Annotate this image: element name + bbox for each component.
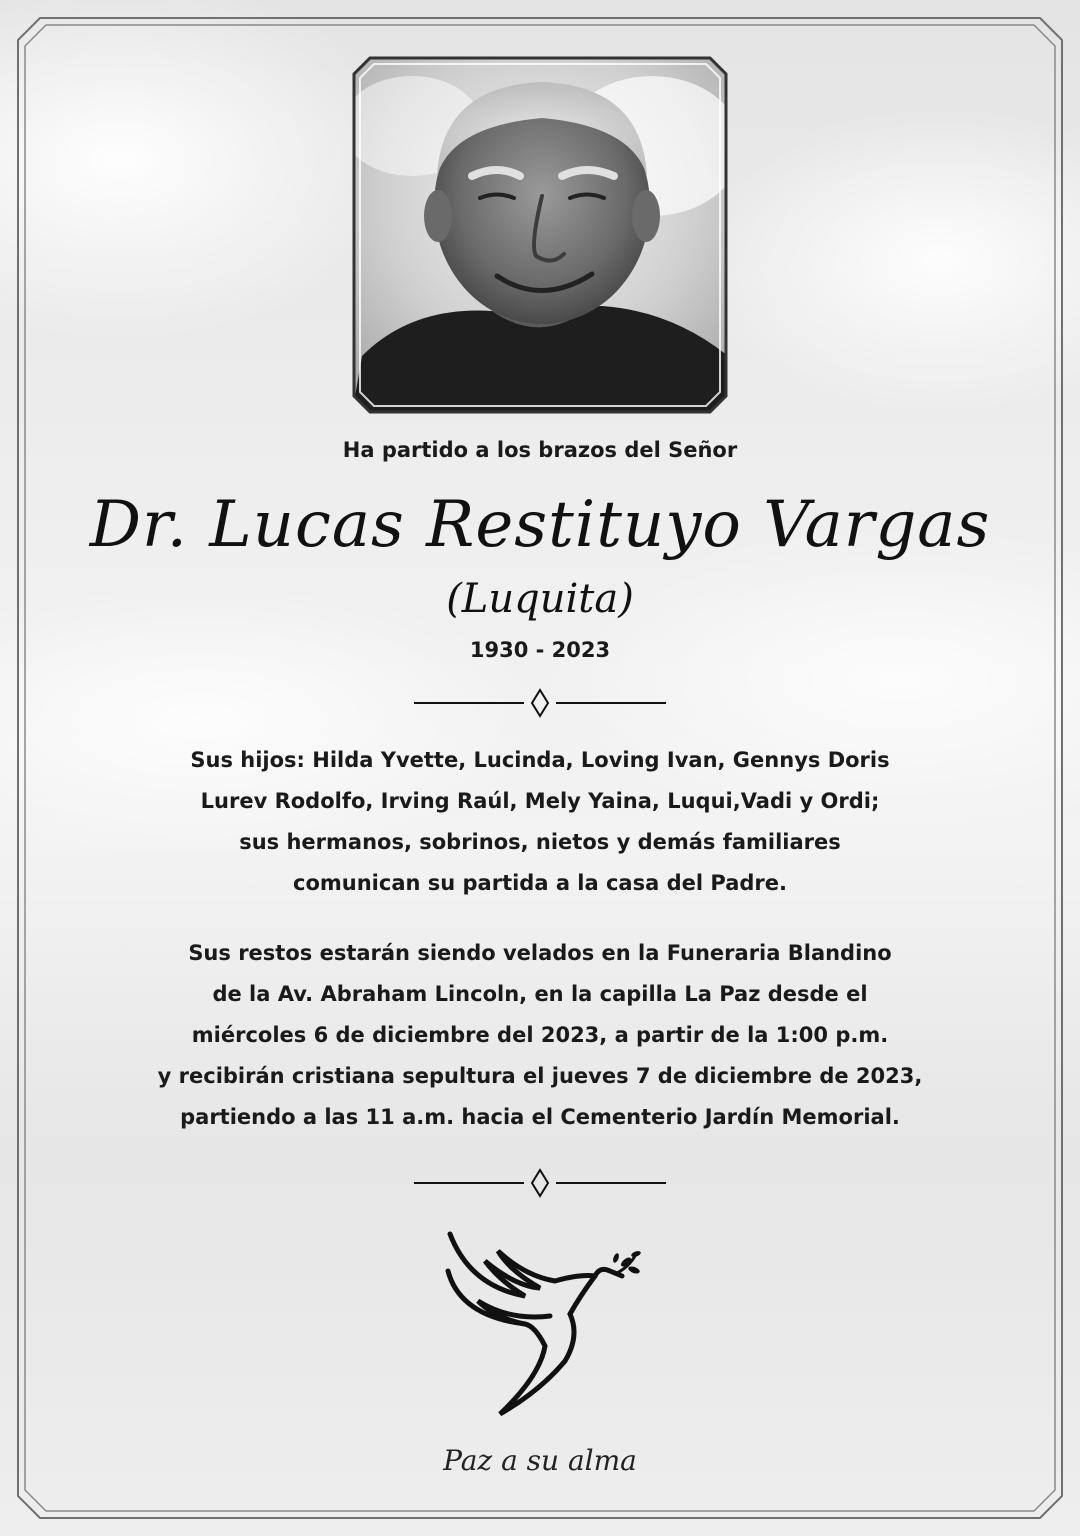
- dove-with-olive-branch-icon: [430, 1226, 650, 1426]
- service-line: de la Av. Abraham Lincoln, en la capilla La Paz desde el: [212, 982, 868, 1006]
- portrait-photo: [352, 56, 728, 414]
- family-line: Lurev Rodolfo, Irving Raúl, Mely Yaina, Luqui,Vadi y Ordi;: [200, 789, 880, 813]
- life-years: 1930 - 2023: [469, 638, 611, 662]
- family-line: sus hermanos, sobrinos, nietos y demás familiares: [239, 830, 841, 854]
- service-line: Sus restos estarán siendo velados en la Funeraria Blandino: [188, 941, 892, 965]
- service-line: partiendo a las 11 a.m. hacia el Cementerio Jardín Memorial.: [180, 1105, 900, 1129]
- family-line: comunican su partida a la casa del Padre.: [293, 871, 787, 895]
- service-paragraph: [90, 933, 990, 1138]
- service-line: y recibirán cristiana sepultura el jueves 7 de diciembre de 2023,: [157, 1064, 923, 1088]
- diamond-divider-icon: [412, 688, 668, 718]
- deceased-name: Dr. Lucas Restituyo Vargas: [89, 488, 991, 562]
- subtitle: Ha partido a los brazos del Señor: [342, 438, 738, 462]
- family-line: Sus hijos: Hilda Yvette, Lucinda, Loving Ivan, Gennys Doris: [190, 748, 890, 772]
- closing-phrase: Paz a su alma: [443, 1444, 637, 1477]
- diamond-divider-icon: [412, 1168, 668, 1198]
- family-paragraph: [90, 740, 990, 904]
- deceased-nickname: (Luquita): [446, 576, 634, 622]
- service-line: miércoles 6 de diciembre del 2023, a partir de la 1:00 p.m.: [191, 1023, 889, 1047]
